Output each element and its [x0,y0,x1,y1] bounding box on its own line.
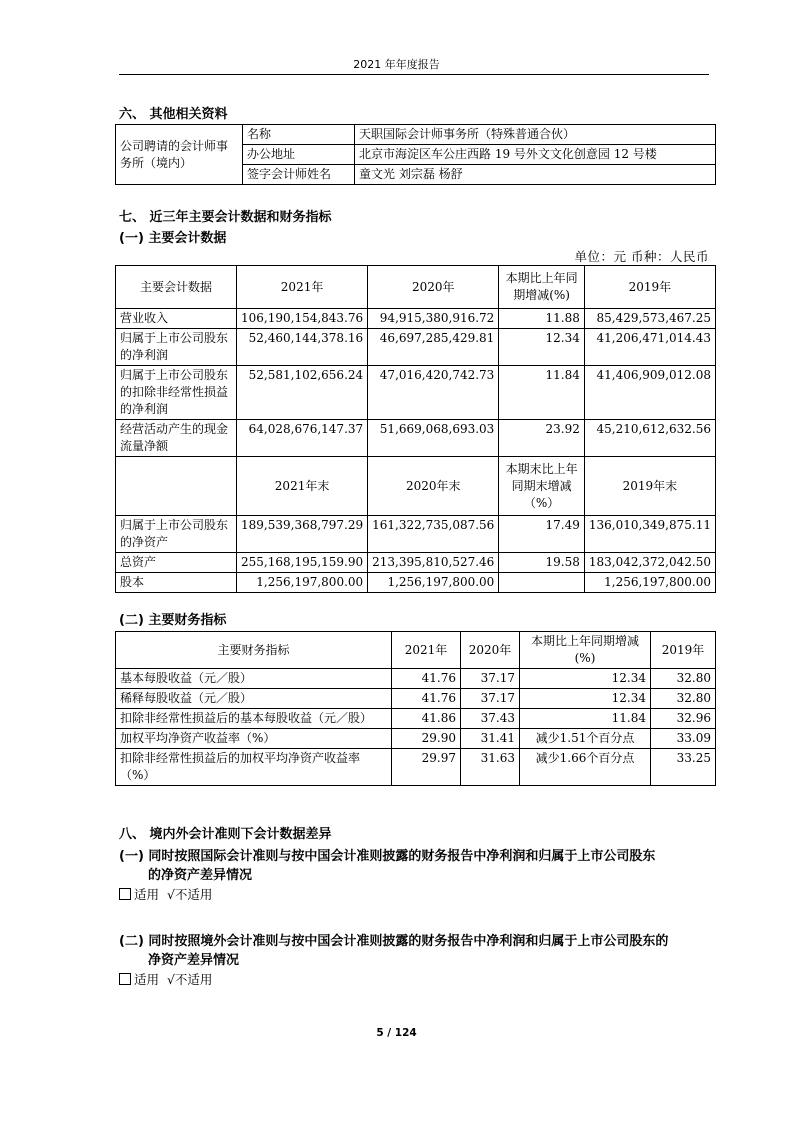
cell-value: 33.09 [651,729,716,749]
cell-value: 1,256,197,800.00 [237,573,368,593]
cell-value: 183,042,372,042.50 [584,553,715,573]
table-header-cell: 主要会计数据 [116,266,237,309]
unit-currency-note: 单位：元 币种：人民币 [574,249,709,264]
cell-value: 减少1.51个百分点 [520,729,651,749]
cell-value: 41.86 [392,709,461,729]
cell-value: 136,010,349,875.11 [584,516,715,553]
auditor-row-value: 北京市海淀区车公庄西路 19 号外文文化创意园 12 号楼 [355,145,716,165]
table-row [116,553,716,573]
cell-value: 17.49 [499,516,585,553]
subsection-accounting-title: (一) 主要会计数据 [119,231,227,246]
cell-value: 31.63 [461,749,520,786]
page-number: 5 / 124 [376,1027,417,1039]
option-not-applicable: √不适用 [166,972,213,987]
cell-value: 19.58 [499,553,585,573]
cell-value: 1,256,197,800.00 [584,573,715,593]
cell-value: 23.92 [499,420,585,457]
subsection-8-1-line1: (一) 同时按照国际会计准则与按中国会计准则披露的财务报告中净利润和归属于上市公司股东 [119,849,656,864]
cell-value: 减少1.66个百分点 [520,749,651,786]
table-header-cell: 本期比上年同期增减(%) [499,266,585,309]
cell-value: 32.96 [651,709,716,729]
report-header: 2021 年年度报告 [353,58,440,71]
section-6-title: 六、 其他相关资料 [119,107,228,122]
row-label: 归属于上市公司股东的净利润 [116,329,237,366]
accounting-data-table [115,265,716,593]
cell-value: 46,697,285,429.81 [368,329,499,366]
option-row-8-1 [119,885,212,903]
row-label: 归属于上市公司股东的净资产 [116,516,237,553]
table-header-cell: 主要财务指标 [116,632,392,669]
table-header-cell: 2020年 [461,632,520,669]
table-row [116,516,716,553]
cell-value: 12.34 [520,669,651,689]
table-row [116,669,716,689]
auditor-table [115,124,716,185]
cell-value: 37.17 [461,669,520,689]
subsection-indicators-title: (二) 主要财务指标 [119,613,227,628]
cell-value: 37.43 [461,709,520,729]
row-label: 加权平均净资产收益率（%） [116,729,392,749]
table-header-cell: 2021年 [392,632,461,669]
cell-value: 255,168,195,159.90 [237,553,368,573]
table-row [116,709,716,729]
cell-value: 41,406,909,012.08 [584,366,715,420]
header-divider [119,74,709,75]
table-row [116,309,716,329]
table-row [116,729,716,749]
option-not-applicable: √不适用 [166,887,213,902]
subsection-8-2-line2: 净资产差异情况 [148,953,240,968]
unchecked-box-icon[interactable] [119,888,131,900]
auditor-row-label: 签字会计师姓名 [243,165,355,185]
table-header-cell: 2019年 [584,266,715,309]
row-label: 经营活动产生的现金流量净额 [116,420,237,457]
auditor-label-cell: 公司聘请的会计师事务所（境内） [116,125,243,185]
unchecked-box-icon[interactable] [119,973,131,985]
cell-value: 45,210,612,632.56 [584,420,715,457]
row-label: 扣除非经常性损益后的基本每股收益（元／股） [116,709,392,729]
table-header-cell: 2020年 [368,266,499,309]
table-header-cell: 2021年 [237,266,368,309]
section-7-title: 七、 近三年主要会计数据和财务指标 [119,210,332,225]
cell-value: 189,539,368,797.29 [237,516,368,553]
table-header-cell: 2019年末 [584,457,715,516]
row-label: 稀释每股收益（元／股） [116,689,392,709]
option-applicable: 适用 [134,972,160,987]
cell-value: 106,190,154,843.76 [237,309,368,329]
cell-value: 213,395,810,527.46 [368,553,499,573]
table-header-cell: 2019年 [651,632,716,669]
table-header-cell: 2021年末 [237,457,368,516]
auditor-row-label: 办公地址 [243,145,355,165]
row-label: 股本 [116,573,237,593]
cell-value: 41.76 [392,689,461,709]
cell-value: 52,581,102,656.24 [237,366,368,420]
cell-value: 11.84 [499,366,585,420]
table-row [116,573,716,593]
cell-value: 51,669,068,693.03 [368,420,499,457]
table-header-cell: 2020年末 [368,457,499,516]
table-header-cell [116,457,237,516]
cell-value: 29.90 [392,729,461,749]
auditor-row-value: 天职国际会计师事务所（特殊普通合伙） [355,125,716,145]
section-8-title: 八、 境内外会计准则下会计数据差异 [119,827,332,842]
subsection-8-2-line1: (二) 同时按照境外会计准则与按中国会计准则披露的财务报告中净利润和归属于上市公司股东的 [119,934,669,949]
cell-value: 12.34 [520,689,651,709]
cell-value: 41,206,471,014.43 [584,329,715,366]
table-row [116,749,716,786]
cell-value: 11.84 [520,709,651,729]
cell-value: 52,460,144,378.16 [237,329,368,366]
row-label: 归属于上市公司股东的扣除非经常性损益的净利润 [116,366,237,420]
cell-value: 1,256,197,800.00 [368,573,499,593]
cell-value: 41.76 [392,669,461,689]
table-row [116,329,716,366]
table-row [116,689,716,709]
option-applicable: 适用 [134,887,160,902]
table-header-cell: 本期比上年同期增减(%) [520,632,651,669]
row-label: 扣除非经常性损益后的加权平均净资产收益率（%） [116,749,392,786]
cell-value: 11.88 [499,309,585,329]
table-header-cell: 本期末比上年同期末增减（%） [499,457,585,516]
auditor-row-label: 名称 [243,125,355,145]
option-row-8-2 [119,970,212,988]
subsection-8-1-line2: 的净资产差异情况 [148,868,253,883]
table-row [116,366,716,420]
cell-value: 64,028,676,147.37 [237,420,368,457]
cell-value: 37.17 [461,689,520,709]
row-label: 基本每股收益（元／股） [116,669,392,689]
cell-value: 32.80 [651,689,716,709]
cell-value: 161,322,735,087.56 [368,516,499,553]
financial-indicators-table [115,631,716,786]
cell-value: 85,429,573,467.25 [584,309,715,329]
cell-value [499,573,585,593]
table-row [116,420,716,457]
cell-value: 33.25 [651,749,716,786]
cell-value: 12.34 [499,329,585,366]
cell-value: 47,016,420,742.73 [368,366,499,420]
cell-value: 29.97 [392,749,461,786]
row-label: 营业收入 [116,309,237,329]
cell-value: 32.80 [651,669,716,689]
cell-value: 94,915,380,916.72 [368,309,499,329]
row-label: 总资产 [116,553,237,573]
auditor-row-value: 童文光 刘宗磊 杨舒 [355,165,716,185]
cell-value: 31.41 [461,729,520,749]
